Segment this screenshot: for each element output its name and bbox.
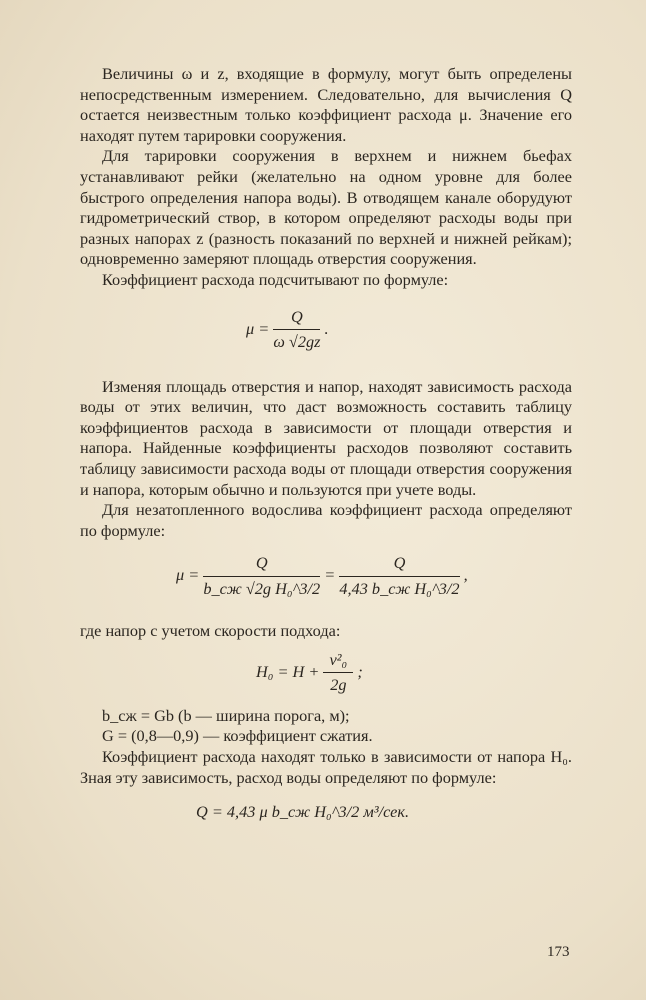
formula-head [80,642,572,706]
paragraph-4: Изменяя площадь отверстия и напор, находят зависимость расхода воды от этих величин, что даст возможность составить таблицу коэффициентов расхода в зависимости от площади отверстия и напора. Найденные коэффициенты расходов позволяют составить таблицу зависимости расхода воды от площади отверстия сооружения и напора, которым обычно и пользуются при учете воды. [80,376,572,499]
formula-3-end: ; [357,661,363,681]
formula-2-denominator-2: 4,43 b_сж H₀^3/2 [339,578,460,598]
formula-3-lhs: H₀ = H + [256,661,320,681]
formula-4: Q = 4,43 μ b_сж H₀^3/2 м³/сек. [196,802,410,822]
formula-2-denominator-1: b_сж √2g H₀^3/2 [203,578,321,598]
paragraph-3: Коэффициент расхода подсчитывают по формуле: [102,269,449,289]
formula-2-equals: = [324,565,336,585]
formula-1-numerator: Q [273,307,320,331]
paragraph-2: Для тарировки сооружения в верхнем и нижнем бьефах устанавливают рейки (желательно на одном уровне для более быстрого определения напора воды). В отводящем канале оборудуют гидрометрический створ, в котором определяют расходы воды при разных напорах z (разность показаний по верхней и нижней рейкам); одновременно замеряют площадь отверстия сооружения. [80,146,572,269]
page-body [80,64,572,840]
paragraph-8: Коэффициент расхода находят только в зависимости от напора H₀. Зная эту зависимость, расход воды определяют по формуле: [80,747,572,787]
formula-1-end: . [324,318,329,338]
paragraph-5: Для незатопленного водослива коэффициент расхода определяют по формуле: [80,500,572,540]
formula-2-numerator-1: Q [203,553,320,577]
formula-2-end: , [463,565,468,585]
formula-3-numerator: v²₀ [323,650,353,674]
paragraph-1: Величины ω и z, входящие в формулу, могут быть определены непосредственным измерением. Следовательно, для вычисления Q остается неизвестным только коэффициент расхода μ. Значение его находят путем тарировки сооружения. [80,64,572,145]
formula-1-lhs: μ = [246,318,270,338]
definition-g: G = (0,8—0,9) — коэффициент сжатия. [102,726,373,746]
formula-mu-orifice [80,291,572,377]
page-number: 173 [547,944,570,960]
formula-2-lhs: μ = [176,565,200,585]
formula-3-denominator: 2g [330,675,347,695]
formula-2-numerator-2: Q [339,553,459,577]
formula-mu-weir [80,541,572,621]
paragraph-6: где напор с учетом скорости подхода: [80,621,341,641]
definition-bsz: b_сж = Gb (b — ширина порога, м); [102,705,350,725]
formula-1-denominator: ω √2gz [273,332,321,352]
formula-discharge [80,788,572,840]
